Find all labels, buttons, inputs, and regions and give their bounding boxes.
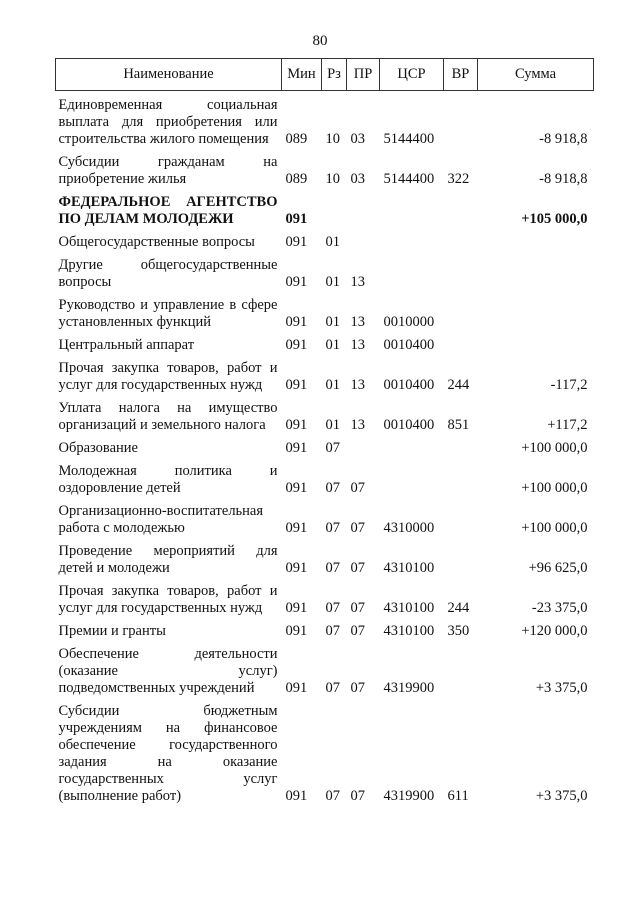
cell-sum: +117,2 bbox=[547, 417, 588, 433]
cell-vr bbox=[444, 497, 478, 537]
cell-min: 091 bbox=[285, 314, 308, 330]
cell-csr: 5144400 bbox=[383, 131, 435, 147]
cell-sum: -8 918,8 bbox=[539, 131, 588, 147]
cell-rz bbox=[322, 188, 347, 228]
cell-sum: +3 375,0 bbox=[535, 680, 588, 696]
cell-rz: 07 bbox=[325, 600, 340, 616]
cell-min: 091 bbox=[285, 520, 308, 536]
cell-sum: +120 000,0 bbox=[521, 623, 588, 639]
budget-table bbox=[55, 58, 594, 805]
table-row bbox=[56, 291, 594, 331]
cell-pr: 03 bbox=[350, 131, 365, 147]
cell-min: 091 bbox=[285, 560, 308, 576]
table-row bbox=[56, 617, 594, 640]
page-number: 80 bbox=[312, 33, 328, 49]
cell-vr bbox=[444, 434, 478, 457]
cell-rz: 01 bbox=[325, 274, 340, 290]
cell-pr bbox=[347, 188, 380, 228]
cell-pr: 13 bbox=[350, 314, 365, 330]
cell-name: Проведение мероприятий для детей и молодежи bbox=[58, 543, 278, 576]
table-row bbox=[56, 434, 594, 457]
cell-rz: 07 bbox=[325, 440, 340, 456]
cell-csr: 4310000 bbox=[383, 520, 435, 536]
table-row bbox=[56, 148, 594, 188]
cell-pr: 07 bbox=[350, 560, 365, 576]
cell-name: Руководство и управление в сфере установленных функций bbox=[58, 297, 278, 330]
cell-pr bbox=[347, 228, 380, 251]
cell-name: Центральный аппарат bbox=[58, 337, 195, 353]
cell-rz: 01 bbox=[325, 314, 340, 330]
cell-sum: +96 625,0 bbox=[528, 560, 588, 576]
cell-csr: 4319900 bbox=[383, 680, 435, 696]
cell-vr: 322 bbox=[447, 171, 470, 187]
cell-vr bbox=[444, 91, 478, 149]
cell-pr: 13 bbox=[350, 274, 365, 290]
table-header bbox=[56, 59, 594, 91]
table-row bbox=[56, 251, 594, 291]
cell-vr bbox=[444, 640, 478, 697]
cell-vr bbox=[444, 457, 478, 497]
header-csr: ЦСР bbox=[380, 59, 444, 91]
cell-csr: 0010400 bbox=[383, 337, 435, 353]
cell-pr: 07 bbox=[350, 680, 365, 696]
cell-pr: 07 bbox=[350, 788, 365, 804]
cell-vr: 244 bbox=[447, 377, 470, 393]
cell-name: Обеспечение деятельности (оказание услуг) подведомственных учреждений bbox=[58, 646, 278, 696]
cell-csr bbox=[380, 188, 444, 228]
cell-vr bbox=[444, 291, 478, 331]
cell-min: 091 bbox=[285, 274, 308, 290]
cell-name: Прочая закупка товаров, работ и услуг для государственных нужд bbox=[58, 583, 278, 616]
cell-csr: 0010400 bbox=[383, 377, 435, 393]
cell-rz: 07 bbox=[325, 520, 340, 536]
cell-csr: 0010000 bbox=[383, 314, 435, 330]
cell-rz: 01 bbox=[325, 337, 340, 353]
cell-rz: 01 bbox=[325, 417, 340, 433]
cell-min: 091 bbox=[285, 440, 308, 456]
header-min: Мин bbox=[282, 59, 322, 91]
cell-name: Субсидии бюджетным учреждениям на финансовое обеспечение государственного задания на оказание государственных услуг (выполнение работ) bbox=[58, 703, 278, 804]
cell-vr: 244 bbox=[447, 600, 470, 616]
cell-min: 091 bbox=[285, 377, 308, 393]
table-row bbox=[56, 640, 594, 697]
cell-csr bbox=[380, 457, 444, 497]
cell-min: 091 bbox=[285, 788, 308, 804]
cell-vr bbox=[444, 537, 478, 577]
cell-csr bbox=[380, 434, 444, 457]
cell-pr: 13 bbox=[350, 337, 365, 353]
cell-sum bbox=[478, 331, 594, 354]
table-row bbox=[56, 228, 594, 251]
cell-pr: 07 bbox=[350, 623, 365, 639]
cell-sum bbox=[478, 291, 594, 331]
cell-vr: 611 bbox=[447, 788, 469, 804]
cell-csr: 4310100 bbox=[383, 600, 435, 616]
cell-sum: -23 375,0 bbox=[531, 600, 588, 616]
cell-pr: 07 bbox=[350, 480, 365, 496]
cell-name: Уплата налога на имущество организаций и земельного налога bbox=[58, 400, 278, 433]
cell-pr bbox=[347, 434, 380, 457]
cell-pr: 13 bbox=[350, 377, 365, 393]
header-name: Наименование bbox=[56, 59, 282, 91]
cell-pr: 07 bbox=[350, 520, 365, 536]
cell-min: 089 bbox=[285, 171, 308, 187]
cell-min: 091 bbox=[285, 600, 308, 616]
cell-name: Организационно-воспитательная работа с молодежью bbox=[58, 503, 264, 536]
cell-min: 091 bbox=[285, 337, 308, 353]
table-row bbox=[56, 577, 594, 617]
cell-sum bbox=[478, 228, 594, 251]
cell-sum: -117,2 bbox=[550, 377, 588, 393]
cell-csr: 4310100 bbox=[383, 560, 435, 576]
header-rz: Рз bbox=[322, 59, 347, 91]
cell-rz: 07 bbox=[325, 680, 340, 696]
cell-rz: 10 bbox=[325, 171, 340, 187]
cell-rz: 07 bbox=[325, 788, 340, 804]
table-row bbox=[56, 354, 594, 394]
table-row bbox=[56, 331, 594, 354]
cell-csr bbox=[380, 251, 444, 291]
cell-vr bbox=[444, 188, 478, 228]
cell-vr bbox=[444, 228, 478, 251]
cell-rz: 07 bbox=[325, 560, 340, 576]
cell-vr: 851 bbox=[447, 417, 470, 433]
cell-rz: 10 bbox=[325, 131, 340, 147]
header-pr: ПР bbox=[347, 59, 380, 91]
cell-rz: 07 bbox=[325, 480, 340, 496]
table-row bbox=[56, 188, 594, 228]
table-row bbox=[56, 497, 594, 537]
table-row bbox=[56, 457, 594, 497]
cell-sum: -8 918,8 bbox=[539, 171, 588, 187]
cell-name: ФЕДЕРАЛЬНОЕ АГЕНТСТВО ПО ДЕЛАМ МОЛОДЕЖИ bbox=[58, 194, 278, 227]
cell-min: 091 bbox=[285, 680, 308, 696]
table-row bbox=[56, 394, 594, 434]
cell-pr: 03 bbox=[350, 171, 365, 187]
cell-pr: 07 bbox=[350, 600, 365, 616]
cell-csr bbox=[380, 228, 444, 251]
cell-rz: 01 bbox=[325, 377, 340, 393]
cell-vr bbox=[444, 251, 478, 291]
cell-min: 091 bbox=[285, 623, 308, 639]
header-sum: Сумма bbox=[478, 59, 594, 91]
cell-csr: 5144400 bbox=[383, 171, 435, 187]
cell-pr: 13 bbox=[350, 417, 365, 433]
cell-name: Прочая закупка товаров, работ и услуг для государственных нужд bbox=[58, 360, 278, 393]
cell-min: 089 bbox=[285, 131, 308, 147]
cell-sum: +100 000,0 bbox=[521, 520, 588, 536]
header-vr: ВР bbox=[444, 59, 478, 91]
cell-csr: 0010400 bbox=[383, 417, 435, 433]
cell-min: 091 bbox=[285, 211, 308, 227]
cell-name: Образование bbox=[58, 440, 138, 456]
cell-name: Общегосударственные вопросы bbox=[58, 234, 255, 250]
table-row bbox=[56, 537, 594, 577]
table-row bbox=[56, 91, 594, 149]
cell-name: Единовременная социальная выплата для приобретения или строительства жилого помещения bbox=[58, 97, 278, 147]
cell-name: Молодежная политика и оздоровление детей bbox=[58, 463, 278, 496]
cell-min: 091 bbox=[285, 417, 308, 433]
cell-name: Другие общегосударственные вопросы bbox=[58, 257, 278, 290]
cell-csr: 4310100 bbox=[383, 623, 435, 639]
cell-name: Субсидии гражданам на приобретение жилья bbox=[58, 154, 278, 187]
cell-rz: 07 bbox=[325, 623, 340, 639]
cell-min: 091 bbox=[285, 480, 308, 496]
cell-sum: +105 000,0 bbox=[521, 211, 588, 227]
table-row bbox=[56, 697, 594, 805]
cell-sum: +100 000,0 bbox=[521, 440, 588, 456]
cell-sum: +3 375,0 bbox=[535, 788, 588, 804]
cell-sum: +100 000,0 bbox=[521, 480, 588, 496]
cell-vr: 350 bbox=[447, 623, 470, 639]
cell-sum bbox=[478, 251, 594, 291]
cell-rz: 01 bbox=[325, 234, 340, 250]
cell-vr bbox=[444, 331, 478, 354]
cell-csr: 4319900 bbox=[383, 788, 435, 804]
cell-name: Премии и гранты bbox=[58, 623, 166, 639]
cell-min: 091 bbox=[285, 234, 308, 250]
